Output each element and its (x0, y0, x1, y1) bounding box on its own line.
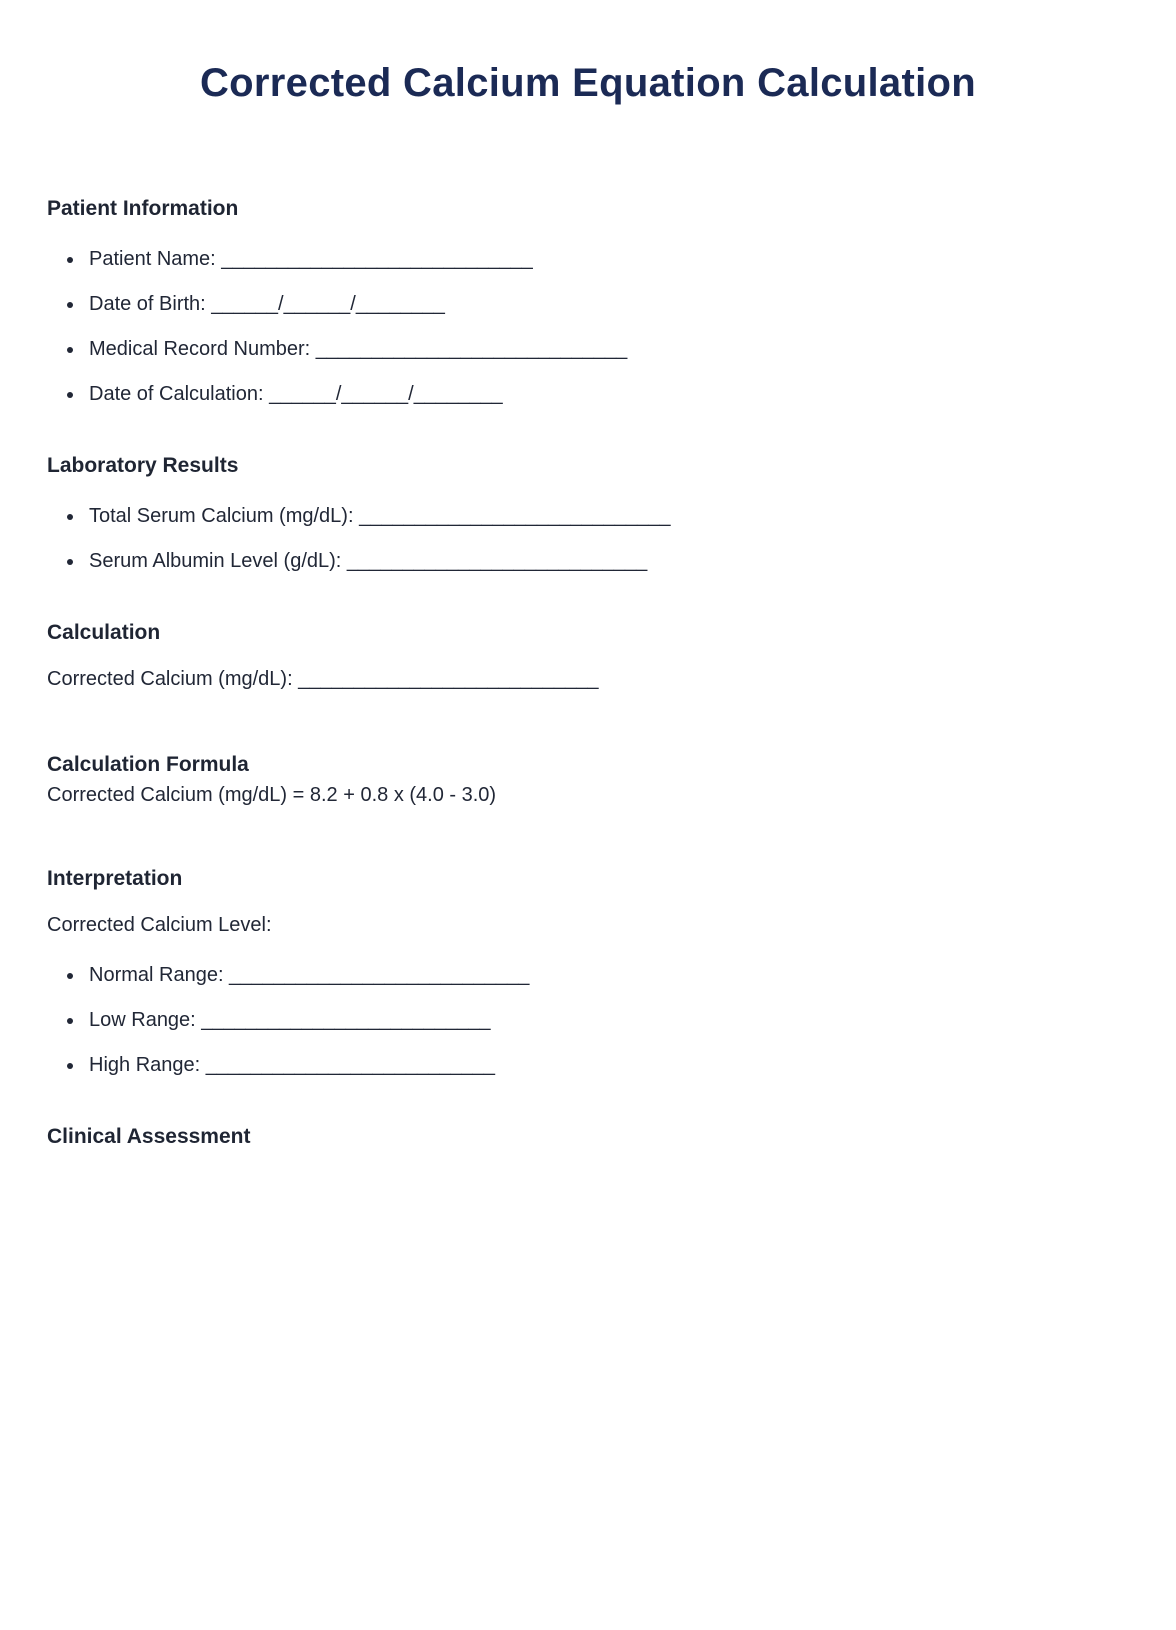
laboratory-results-list (47, 503, 1129, 574)
field-high-range: • High Range: __________________________ (85, 1052, 1129, 1078)
section-heading-interpretation: Interpretation (47, 867, 183, 890)
field-corrected-calcium: Corrected Calcium (mg/dL): ___________________________ (47, 668, 599, 690)
field-total-serum-calcium: • Total Serum Calcium (mg/dL): ____________________________ (85, 503, 1129, 529)
section-heading-calculation-formula: Calculation Formula (47, 753, 249, 776)
field-normal-range: • Normal Range: ___________________________ (85, 962, 1129, 988)
section-heading-clinical-assessment: Clinical Assessment (47, 1125, 251, 1148)
section-calculation-formula (47, 752, 1129, 808)
patient-information-list (47, 246, 1129, 407)
field-date-of-birth: • Date of Birth: ______/______/________ (85, 291, 1129, 317)
field-patient-name: • Patient Name: ____________________________ (85, 246, 1129, 272)
interpretation-intro: Corrected Calcium Level: (47, 914, 272, 936)
section-interpretation (47, 866, 1129, 1078)
section-heading-calculation: Calculation (47, 621, 161, 644)
section-heading-patient-information: Patient Information (47, 197, 239, 220)
field-medical-record-number: • Medical Record Number: ____________________________ (85, 336, 1129, 362)
section-heading-laboratory-results: Laboratory Results (47, 454, 239, 477)
interpretation-list (47, 962, 1129, 1078)
section-calculation (47, 620, 1129, 692)
field-serum-albumin-level: • Serum Albumin Level (g/dL): ___________________________ (85, 548, 1129, 574)
page-title: Corrected Calcium Equation Calculation (200, 61, 976, 105)
section-laboratory-results (47, 453, 1129, 574)
corrected-calcium-formula: Corrected Calcium (mg/dL) = 8.2 + 0.8 x (4.0 - 3.0) (47, 784, 497, 806)
field-date-of-calculation: • Date of Calculation: ______/______/________ (85, 381, 1129, 407)
section-patient-information (47, 196, 1129, 407)
section-clinical-assessment (47, 1124, 1129, 1150)
field-low-range: • Low Range: __________________________ (85, 1007, 1129, 1033)
